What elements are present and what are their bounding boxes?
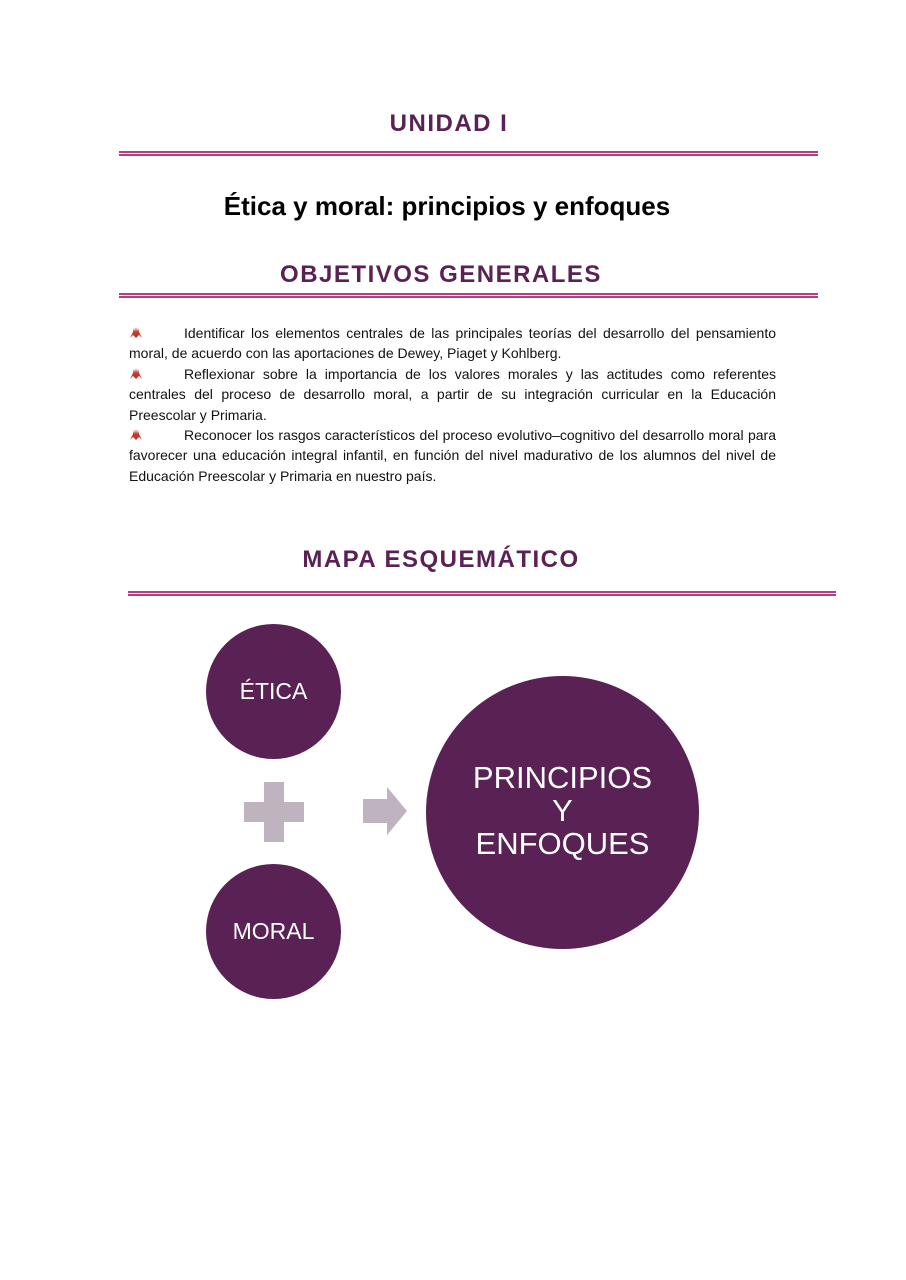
plus-icon bbox=[244, 782, 304, 842]
arrow-right-icon bbox=[363, 787, 407, 835]
objective-item-2 bbox=[129, 364, 776, 425]
map-heading: MAPA ESQUEMÁTICO bbox=[302, 546, 580, 573]
decorative-bullet-icon bbox=[129, 326, 143, 339]
map-heading-rule bbox=[128, 591, 836, 596]
unit-title: UNIDAD I bbox=[389, 110, 509, 137]
objectives-list bbox=[129, 323, 776, 486]
moral-label: MORAL bbox=[232, 918, 315, 944]
objective-item-3 bbox=[129, 425, 776, 486]
objective-item-1 bbox=[129, 323, 776, 364]
page-subtitle: Ética y moral: principios y enfoques bbox=[223, 191, 671, 221]
principios-line-2: Y bbox=[552, 793, 573, 828]
objectives-heading: OBJETIVOS GENERALES bbox=[280, 261, 602, 288]
decorative-bullet-icon bbox=[129, 428, 143, 441]
principios-circle bbox=[426, 676, 699, 949]
etica-label: ÉTICA bbox=[239, 678, 308, 704]
principios-line-1: PRINCIPIOS bbox=[472, 760, 653, 795]
objective-text-1: Identificar los elementos centrales de las principales teorías del desarrollo del pensamiento moral, de acuerdo con las aportaciones de Dewey, Piaget y Kohlberg. bbox=[129, 325, 776, 362]
unit-title-rule bbox=[119, 151, 818, 156]
objective-text-2: Reflexionar sobre la importancia de los valores morales y las actitudes como referentes centrales del proceso de desarrollo moral, a partir de su integración curricular en la Educación Preescolar y Primaria. bbox=[129, 365, 776, 423]
principios-label bbox=[473, 761, 652, 860]
etica-circle bbox=[206, 624, 341, 759]
objectives-heading-rule bbox=[119, 293, 818, 298]
decorative-bullet-icon bbox=[129, 367, 143, 380]
moral-circle bbox=[206, 864, 341, 999]
principios-line-3: ENFOQUES bbox=[475, 826, 650, 861]
objective-text-3: Reconocer los rasgos característicos del proceso evolutivo–cognitivo del desarrollo moral para favorecer una educación integral infantil, en función del nivel madurativo de los alumnos del nivel de Educación Preescolar y Primaria en nuestro país. bbox=[129, 427, 776, 484]
